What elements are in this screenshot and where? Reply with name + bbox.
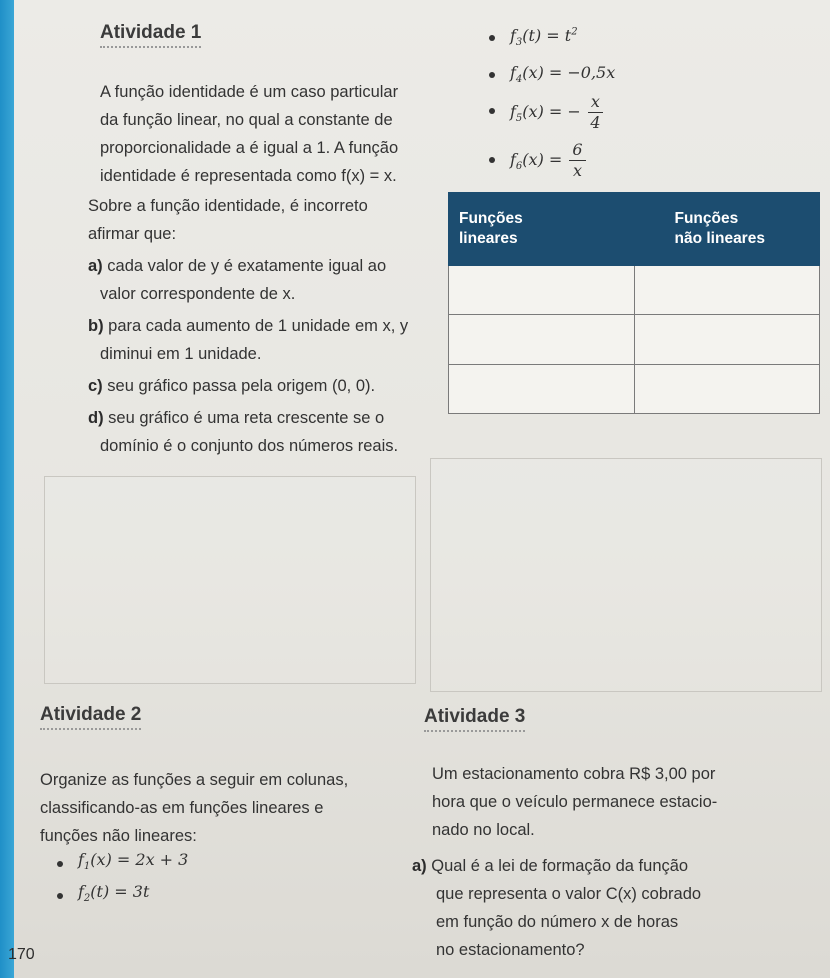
bullet-icon (489, 72, 495, 78)
bullet-icon (489, 157, 495, 163)
bullet-icon (57, 861, 63, 867)
function-f3: $f_3(t) = t^2$ (510, 26, 578, 49)
activity3-line-1: Um estacionamento cobra R$ 3,00 por (432, 765, 716, 783)
answer-box-activity3[interactable] (430, 458, 822, 692)
item-a-line-3: em função do número x de horas (436, 913, 679, 931)
header-nonlinear: Funções não lineares (634, 193, 820, 266)
option-d-letter: d) (88, 409, 104, 427)
answer-box-activity2[interactable] (44, 476, 416, 684)
activity2-line-2: classificando-as em funções lineares e (40, 799, 324, 817)
table-row (449, 364, 820, 413)
item-a-line-1: Qual é a lei de formação da função (431, 857, 689, 875)
option-b-line-2: diminui em 1 unidade. (100, 345, 262, 363)
option-d-line-1: seu gráfico é uma reta crescente se o (108, 409, 385, 427)
question-line-2: afirmar que: (88, 225, 177, 243)
table-cell[interactable] (634, 364, 820, 413)
table-cell[interactable] (449, 364, 635, 413)
table-cell[interactable] (449, 265, 635, 314)
activity1-paragraph (100, 78, 398, 190)
option-a-letter: a) (88, 257, 103, 275)
item-a-line-4: no estacionamento? (436, 941, 585, 959)
activity1-line-4: identidade é representada como f(x) = x. (100, 167, 397, 185)
table-cell[interactable] (634, 315, 820, 364)
bullet-icon (489, 108, 495, 114)
activity3-title: Atividade 3 (424, 706, 525, 732)
option-b-letter: b) (88, 317, 104, 335)
table-cell[interactable] (634, 265, 820, 314)
table-row (449, 265, 820, 314)
activity3-text (432, 760, 824, 844)
option-c-letter: c) (88, 377, 103, 395)
activity2-line-1: Organize as funções a seguir em colunas, (40, 771, 349, 789)
item-a-letter: a) (412, 857, 427, 875)
activity2-title: Atividade 2 (40, 704, 141, 730)
activity1-title: Atividade 1 (100, 22, 201, 48)
activity3-item-a (412, 852, 822, 964)
function-f6: $f_6(x)$ = $\frac{6}{x}$ (510, 140, 588, 181)
table-header-row (449, 193, 820, 266)
function-f4: $f_4(x) = -0,5x$ (510, 63, 616, 86)
activity1-option-b (88, 312, 438, 368)
activity1-option-a (88, 252, 438, 308)
activity2-line-3: funções não lineares: (40, 827, 197, 845)
option-a-line-2: valor correspondente de x. (100, 285, 296, 303)
table-cell[interactable] (449, 315, 635, 364)
activity3-line-3: nado no local. (432, 821, 535, 839)
function-f5: $f_5(x)$ = − $\frac{x}{4}$ (510, 92, 605, 133)
activity1-question (88, 192, 368, 248)
bullet-icon (57, 893, 63, 899)
option-c-line-1: seu gráfico passa pela origem (0, 0). (107, 377, 376, 395)
activity1-line-3: proporcionalidade a é igual a 1. A função (100, 139, 399, 157)
function-f2: $f_2(t) = 3t$ (78, 882, 150, 905)
item-a-line-2: que representa o valor C(x) cobrado (436, 885, 702, 903)
page-edge-strip (0, 0, 14, 978)
activity1-option-c (88, 372, 438, 400)
header-linear: Funções lineares (449, 193, 635, 266)
activity3-line-2: hora que o veículo permanece estacio- (432, 793, 718, 811)
activity1-line-2: da função linear, no qual a constante de (100, 111, 393, 129)
activity1-option-d (88, 404, 438, 460)
question-line-1: Sobre a função identidade, é incorreto (88, 197, 368, 215)
option-a-line-1: cada valor de y é exatamente igual ao (107, 257, 387, 275)
functions-classification-table (448, 192, 820, 414)
option-d-line-2: domínio é o conjunto dos números reais. (100, 437, 399, 455)
activity1-line-1: A função identidade é um caso particular (100, 83, 399, 101)
table-row (449, 315, 820, 364)
page-number: 170 (8, 946, 35, 963)
option-b-line-1: para cada aumento de 1 unidade em x, y (108, 317, 409, 335)
function-f1: $f_1(x) = 2x + 3$ (78, 850, 189, 873)
bullet-icon (489, 35, 495, 41)
activity2-text (40, 766, 430, 850)
